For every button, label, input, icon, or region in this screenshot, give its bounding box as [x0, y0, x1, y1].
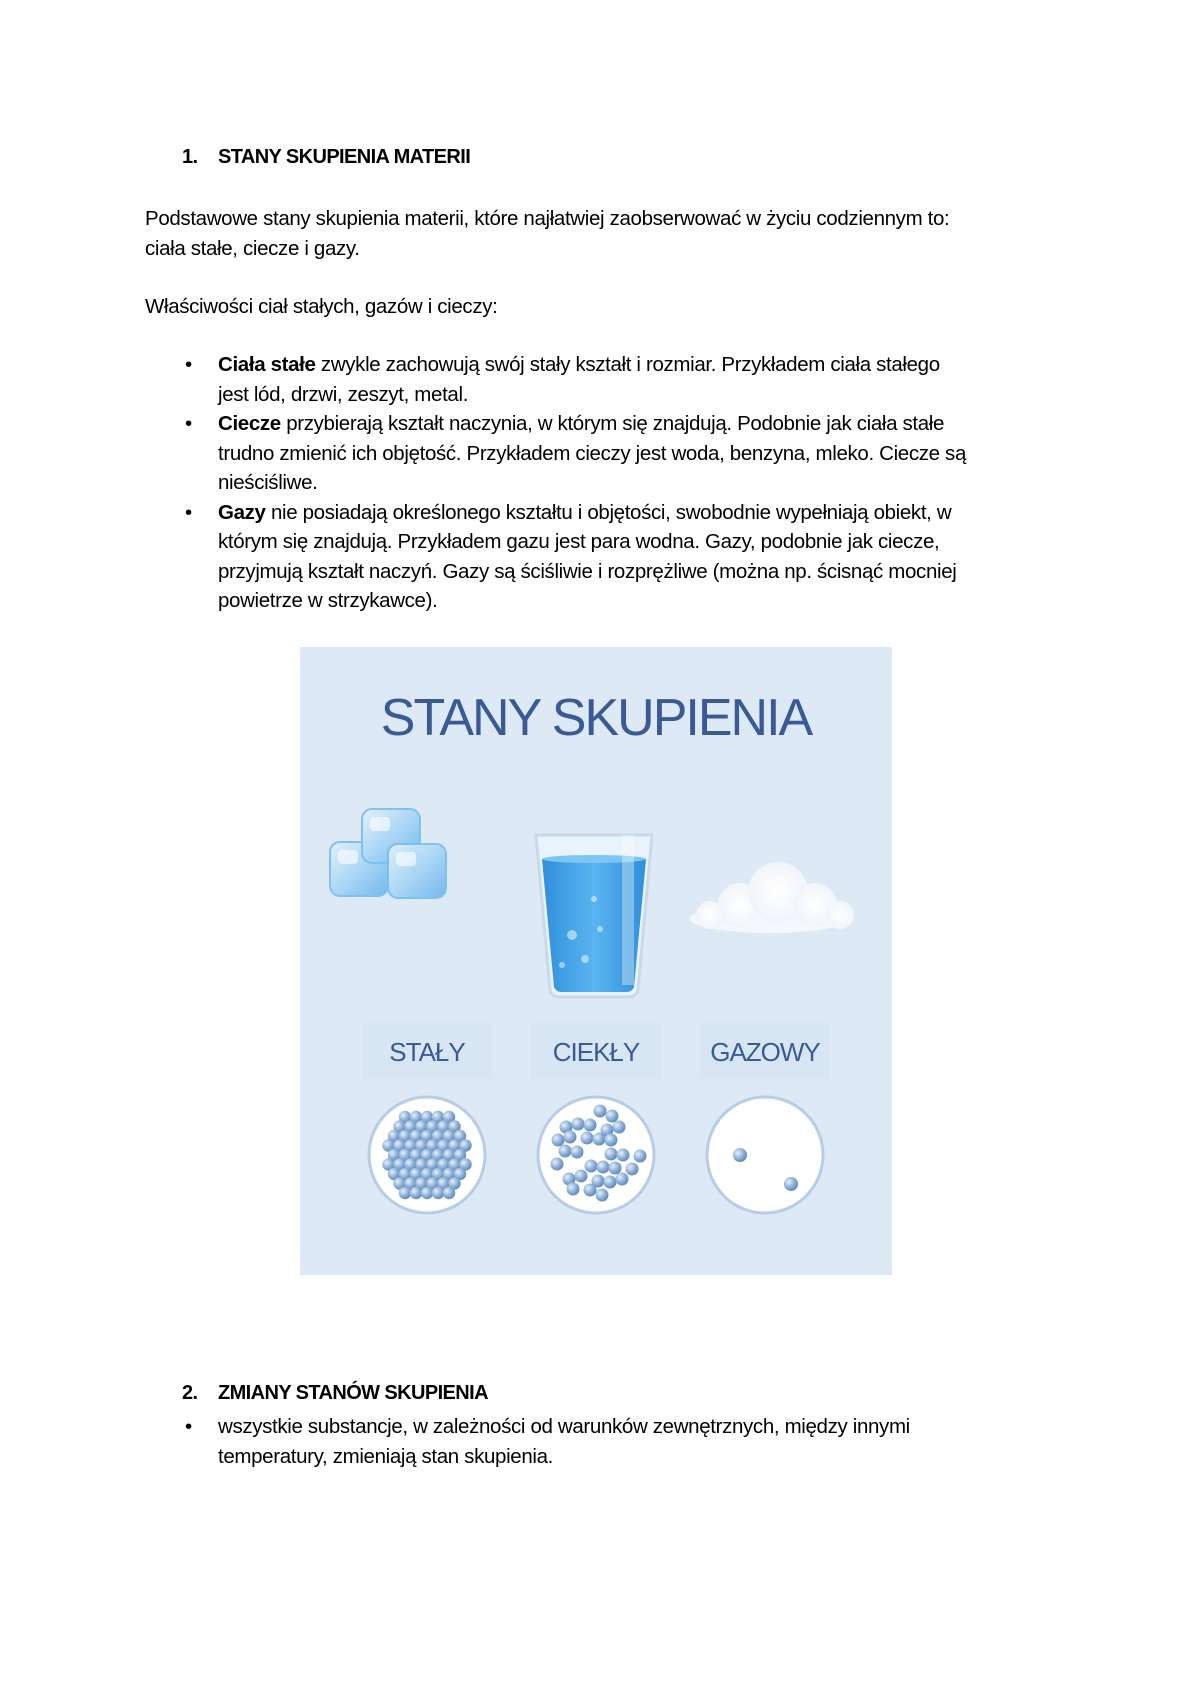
term-solids: Ciała stałe	[218, 353, 316, 376]
liquid-particle	[564, 1131, 577, 1144]
liquid-particle	[609, 1162, 622, 1175]
figure-svg	[300, 647, 892, 1275]
term-liquids: Ciecze	[218, 412, 281, 435]
gas-particles-circle	[707, 1097, 823, 1213]
section-2-number: 2.	[182, 1382, 198, 1404]
gases-line-3: przyjmują kształt naczyń. Gazy są ściśliwie i rozprężliwe (można np. ścisnąć mocniej	[218, 559, 957, 583]
liquids-line-1: przybierają kształt naczynia, w którym się znajdują. Podobnie jak ciała stałe	[280, 412, 945, 435]
changes-line-2: temperatury, zmieniają stan skupienia.	[218, 1444, 553, 1468]
liquid-particle	[572, 1118, 585, 1131]
bullet-icon: •	[185, 412, 192, 435]
liquid-particle	[571, 1146, 584, 1159]
bullet-icon: •	[185, 1415, 192, 1438]
liquid-particle	[584, 1184, 597, 1197]
glass-of-water-icon	[536, 835, 652, 997]
changes-list	[145, 1412, 1075, 1471]
state-label-gas: GAZOWY	[710, 1037, 820, 1067]
solid-particle	[399, 1187, 411, 1199]
liquid-particle	[626, 1163, 639, 1176]
liquids-line-3: nieściśliwe.	[218, 471, 318, 494]
liquid-particle	[552, 1134, 565, 1147]
liquid-particle	[617, 1149, 630, 1162]
solid-particle	[432, 1187, 444, 1199]
intro-line-2: ciała stałe, ciecze i gazy.	[145, 236, 360, 260]
states-of-matter-figure	[300, 647, 892, 1275]
bullet-icon: •	[185, 500, 192, 524]
liquid-particle	[559, 1145, 572, 1158]
state-label-liquid: CIEKŁY	[552, 1037, 640, 1067]
liquid-particle	[597, 1161, 610, 1174]
gases-line-1: nie posiadają określonego kształtu i objętości, swobodnie wypełniają obiekt, w	[265, 500, 952, 524]
liquid-particle	[596, 1189, 609, 1202]
properties-heading: Właściwości ciał stałych, gazów i cieczy:	[145, 295, 498, 318]
solid-particles	[382, 1111, 471, 1199]
bullet-icon: •	[185, 353, 192, 376]
liquid-particle	[594, 1105, 607, 1118]
gas-particle	[784, 1177, 798, 1191]
liquid-particle	[584, 1119, 597, 1132]
liquid-particle	[551, 1158, 564, 1171]
list-item-solids	[145, 350, 1075, 409]
intro-paragraph	[145, 204, 1075, 263]
liquid-particle	[581, 1132, 594, 1145]
liquid-particle	[585, 1160, 598, 1173]
liquid-particle	[604, 1176, 617, 1189]
state-label-solid: STAŁY	[389, 1037, 465, 1067]
liquid-particle	[634, 1150, 647, 1163]
solid-particle	[443, 1187, 455, 1199]
list-item-changes	[145, 1412, 1075, 1471]
list-item-liquids	[145, 409, 1075, 498]
liquid-particle	[616, 1173, 629, 1186]
section-1-number: 1.	[182, 146, 198, 168]
properties-list	[145, 350, 1075, 616]
gases-line-2: którym się znajdują. Przykładem gazu jest para wodna. Gazy, podobnie jak ciecze,	[218, 530, 940, 553]
liquid-particle	[593, 1133, 606, 1146]
gases-line-4: powietrze w strzykawce).	[218, 589, 438, 612]
solids-line-1: zwykle zachowują swój stały kształt i rozmiar. Przykładem ciała stałego	[315, 353, 940, 376]
solid-particle	[421, 1187, 433, 1199]
liquids-line-2: trudno zmienić ich objętość. Przykładem cieczy jest woda, benzyna, mleko. Ciecze są	[218, 441, 967, 465]
liquid-particle	[613, 1121, 626, 1134]
section-2-heading	[182, 1382, 488, 1405]
section-1-title: STANY SKUPIENIA MATERII	[218, 146, 471, 168]
solid-particle	[410, 1187, 422, 1199]
liquid-particle	[605, 1134, 618, 1147]
term-gases: Gazy	[218, 500, 266, 524]
list-item-gases	[145, 498, 1075, 616]
liquid-particle	[606, 1110, 619, 1123]
changes-line-1: wszystkie substancje, w zależności od warunków zewnętrznych, między innymi	[218, 1415, 910, 1438]
gas-particle	[733, 1148, 747, 1162]
liquid-particle	[575, 1170, 588, 1183]
section-2-title: ZMIANY STANÓW SKUPIENIA	[218, 1382, 488, 1404]
solids-line-2: jest lód, drzwi, zeszyt, metal.	[218, 382, 469, 406]
liquid-particle	[567, 1183, 580, 1196]
liquid-particle	[605, 1148, 618, 1161]
intro-line-1: Podstawowe stany skupienia materii, które najłatwiej zaobserwować w życiu codziennym to:	[145, 207, 950, 230]
figure-title: STANY SKUPIENIA	[380, 689, 812, 747]
section-1-heading	[182, 146, 470, 169]
